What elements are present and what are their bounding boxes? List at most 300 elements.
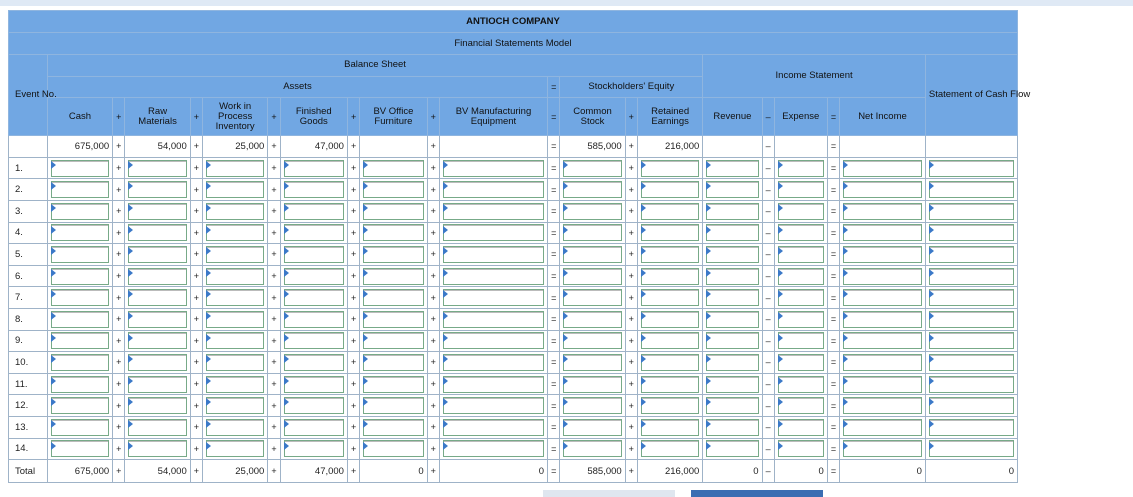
entry-ni (840, 265, 926, 287)
entry-input-bvm[interactable] (443, 376, 544, 393)
input-marker-icon (778, 334, 783, 342)
event-header: Event No. (9, 55, 48, 136)
entry-input-bvo[interactable] (363, 181, 423, 198)
entry-cash (47, 200, 112, 222)
input-marker-icon (443, 420, 448, 428)
minus-sign: – (762, 460, 774, 483)
entry-input-exp[interactable] (778, 181, 824, 198)
plus-sign: + (268, 287, 280, 309)
entry-input-re[interactable] (641, 376, 699, 393)
entry-input-bvo[interactable] (363, 397, 423, 414)
entry-input-re[interactable] (641, 203, 699, 220)
entry-input-raw[interactable] (128, 332, 186, 349)
entry-input-bvo[interactable] (363, 354, 423, 371)
entry-input-fg[interactable] (284, 203, 344, 220)
entry-fg (280, 200, 347, 222)
input-marker-icon (706, 334, 711, 342)
entry-input-fg[interactable] (284, 332, 344, 349)
total-fg: 47,000 (280, 460, 347, 483)
entry-input-wip[interactable] (206, 397, 264, 414)
entry-input-exp[interactable] (778, 376, 824, 393)
entry-input-re[interactable] (641, 354, 699, 371)
input-marker-icon (843, 355, 848, 363)
entry-input-bvm[interactable] (443, 354, 544, 371)
entry-input-bvm[interactable] (443, 224, 544, 241)
entry-input-bvm[interactable] (443, 246, 544, 263)
entry-input-wip[interactable] (206, 181, 264, 198)
input-marker-icon (843, 398, 848, 406)
entry-input-bvo[interactable] (363, 268, 423, 285)
entry-input-scf[interactable] (929, 203, 1014, 220)
entry-input-re[interactable] (641, 181, 699, 198)
entry-cash (47, 157, 112, 179)
entry-input-raw[interactable] (128, 224, 186, 241)
input-marker-icon (51, 334, 56, 342)
entry-input-cash[interactable] (51, 289, 109, 306)
entry-scf (925, 222, 1017, 244)
entry-input-fg[interactable] (284, 376, 344, 393)
entry-input-raw[interactable] (128, 268, 186, 285)
entry-input-rev[interactable] (706, 440, 758, 457)
entry-cash (47, 352, 112, 374)
entry-cs (560, 244, 625, 266)
entry-input-raw[interactable] (128, 376, 186, 393)
input-marker-icon (363, 290, 368, 298)
entry-input-re[interactable] (641, 311, 699, 328)
entry-bvo (360, 395, 427, 417)
input-marker-icon (778, 182, 783, 190)
entry-input-ni[interactable] (843, 311, 922, 328)
entry-input-rev[interactable] (706, 397, 758, 414)
entry-input-cs[interactable] (563, 246, 621, 263)
entry-input-ni[interactable] (843, 354, 922, 371)
entry-input-exp[interactable] (778, 354, 824, 371)
entry-scf (925, 395, 1017, 417)
entry-input-re[interactable] (641, 246, 699, 263)
entry-input-cs[interactable] (563, 224, 621, 241)
entry-input-cash[interactable] (51, 181, 109, 198)
entry-input-raw[interactable] (128, 440, 186, 457)
entry-input-rev[interactable] (706, 376, 758, 393)
entry-input-cash[interactable] (51, 203, 109, 220)
entry-cs (560, 395, 625, 417)
entry-input-wip[interactable] (206, 160, 264, 177)
input-marker-icon (929, 161, 934, 169)
entry-input-cs[interactable] (563, 397, 621, 414)
total-rev: 0 (703, 460, 762, 483)
entry-input-rev[interactable] (706, 203, 758, 220)
entry-input-rev[interactable] (706, 332, 758, 349)
assets-header: Assets (47, 76, 547, 98)
entry-input-scf[interactable] (929, 311, 1014, 328)
entry-input-rev[interactable] (706, 419, 758, 436)
entry-ni (840, 416, 926, 438)
entry-input-cash[interactable] (51, 354, 109, 371)
entry-input-exp[interactable] (778, 160, 824, 177)
entry-input-wip[interactable] (206, 419, 264, 436)
entry-input-re[interactable] (641, 397, 699, 414)
entry-input-cs[interactable] (563, 440, 621, 457)
entry-input-raw[interactable] (128, 289, 186, 306)
total-scf: 0 (925, 460, 1017, 483)
plus-sign: + (625, 136, 637, 158)
entry-input-rev[interactable] (706, 289, 758, 306)
entry-input-wip[interactable] (206, 224, 264, 241)
entry-input-exp[interactable] (778, 203, 824, 220)
entry-input-ni[interactable] (843, 268, 922, 285)
entry-input-cs[interactable] (563, 160, 621, 177)
entry-fg (280, 395, 347, 417)
input-marker-icon (641, 398, 646, 406)
entry-input-fg[interactable] (284, 440, 344, 457)
entry-input-scf[interactable] (929, 181, 1014, 198)
entry-input-cash[interactable] (51, 246, 109, 263)
entry-input-scf[interactable] (929, 160, 1014, 177)
plus-sign: + (190, 136, 202, 158)
opening-bvm (439, 136, 547, 158)
event-number: 10. (9, 352, 48, 374)
equals-sign: = (548, 136, 560, 158)
entry-input-rev[interactable] (706, 268, 758, 285)
minus-sign: – (762, 222, 774, 244)
next-button[interactable] (691, 490, 823, 497)
entry-input-scf[interactable] (929, 419, 1014, 436)
entry-input-scf[interactable] (929, 397, 1014, 414)
entry-scf (925, 200, 1017, 222)
entry-input-cash[interactable] (51, 224, 109, 241)
entry-input-rev[interactable] (706, 224, 758, 241)
entry-input-exp[interactable] (778, 419, 824, 436)
entry-input-wip[interactable] (206, 332, 264, 349)
plus-sign: + (347, 98, 359, 136)
entry-input-ni[interactable] (843, 203, 922, 220)
entry-input-exp[interactable] (778, 289, 824, 306)
entry-input-bvm[interactable] (443, 440, 544, 457)
entry-input-cash[interactable] (51, 440, 109, 457)
entry-input-cash[interactable] (51, 268, 109, 285)
total-label: Total (9, 460, 48, 483)
entry-exp (774, 438, 827, 460)
entry-input-ni[interactable] (843, 224, 922, 241)
entry-input-cs[interactable] (563, 268, 621, 285)
entry-input-exp[interactable] (778, 311, 824, 328)
entry-input-bvo[interactable] (363, 224, 423, 241)
plus-sign: + (268, 157, 280, 179)
entry-input-re[interactable] (641, 268, 699, 285)
entry-input-raw[interactable] (128, 419, 186, 436)
entry-input-scf[interactable] (929, 440, 1014, 457)
entry-ni (840, 330, 926, 352)
entry-input-wip[interactable] (206, 289, 264, 306)
input-marker-icon (706, 269, 711, 277)
total-bvo: 0 (360, 460, 427, 483)
plus-sign: + (268, 438, 280, 460)
event-opening (9, 136, 48, 158)
entry-input-scf[interactable] (929, 289, 1014, 306)
input-marker-icon (706, 312, 711, 320)
input-marker-icon (128, 420, 133, 428)
entry-input-cash[interactable] (51, 332, 109, 349)
entry-input-scf[interactable] (929, 268, 1014, 285)
entry-bvm (439, 287, 547, 309)
entry-input-cash[interactable] (51, 160, 109, 177)
entry-input-rev[interactable] (706, 354, 758, 371)
input-marker-icon (206, 334, 211, 342)
entry-input-fg[interactable] (284, 311, 344, 328)
entry-input-raw[interactable] (128, 397, 186, 414)
entry-cs (560, 222, 625, 244)
input-marker-icon (929, 334, 934, 342)
entry-input-bvo[interactable] (363, 332, 423, 349)
input-marker-icon (778, 226, 783, 234)
entry-input-wip[interactable] (206, 440, 264, 457)
entry-cs (560, 352, 625, 374)
entry-fg (280, 222, 347, 244)
entry-input-fg[interactable] (284, 181, 344, 198)
plus-sign: + (113, 200, 125, 222)
entry-input-raw[interactable] (128, 160, 186, 177)
plus-sign: + (113, 330, 125, 352)
entry-ni (840, 438, 926, 460)
input-marker-icon (284, 355, 289, 363)
plus-sign: + (427, 287, 439, 309)
entry-input-bvm[interactable] (443, 268, 544, 285)
entry-input-wip[interactable] (206, 203, 264, 220)
col-expense: Expense (774, 98, 827, 136)
entry-input-cs[interactable] (563, 311, 621, 328)
entry-input-wip[interactable] (206, 311, 264, 328)
minus-sign: – (762, 373, 774, 395)
entry-input-raw[interactable] (128, 181, 186, 198)
input-marker-icon (363, 377, 368, 385)
plus-sign: + (113, 416, 125, 438)
entry-wip (202, 352, 267, 374)
entry-re (637, 200, 702, 222)
plus-sign: + (113, 265, 125, 287)
entry-cs (560, 330, 625, 352)
plus-sign: + (625, 395, 637, 417)
opening-exp (774, 136, 827, 158)
entry-input-ni[interactable] (843, 246, 922, 263)
entry-input-cs[interactable] (563, 376, 621, 393)
entry-input-re[interactable] (641, 332, 699, 349)
entry-input-wip[interactable] (206, 354, 264, 371)
equals-sign: = (548, 98, 560, 136)
entry-input-raw[interactable] (128, 354, 186, 371)
input-marker-icon (443, 398, 448, 406)
entry-re (637, 179, 702, 201)
entry-input-bvm[interactable] (443, 419, 544, 436)
entry-input-raw[interactable] (128, 203, 186, 220)
equals-sign: = (827, 352, 839, 374)
entry-input-bvm[interactable] (443, 203, 544, 220)
input-marker-icon (563, 377, 568, 385)
entry-input-scf[interactable] (929, 332, 1014, 349)
entry-input-bvo[interactable] (363, 311, 423, 328)
entry-input-exp[interactable] (778, 268, 824, 285)
entry-input-exp[interactable] (778, 440, 824, 457)
entry-cs (560, 416, 625, 438)
input-marker-icon (778, 355, 783, 363)
equals-sign: = (827, 136, 839, 158)
entry-input-fg[interactable] (284, 268, 344, 285)
entry-input-scf[interactable] (929, 246, 1014, 263)
entry-input-fg[interactable] (284, 224, 344, 241)
entry-input-fg[interactable] (284, 289, 344, 306)
entry-input-fg[interactable] (284, 160, 344, 177)
input-marker-icon (206, 204, 211, 212)
entry-input-bvo[interactable] (363, 203, 423, 220)
previous-button[interactable] (543, 490, 675, 497)
input-marker-icon (641, 182, 646, 190)
entry-input-cs[interactable] (563, 354, 621, 371)
entry-exp (774, 395, 827, 417)
entry-input-cash[interactable] (51, 419, 109, 436)
entry-cs (560, 200, 625, 222)
input-marker-icon (284, 312, 289, 320)
plus-sign: + (347, 179, 359, 201)
entry-input-bvm[interactable] (443, 289, 544, 306)
entry-input-exp[interactable] (778, 246, 824, 263)
entry-input-bvm[interactable] (443, 332, 544, 349)
entry-input-wip[interactable] (206, 268, 264, 285)
input-marker-icon (363, 182, 368, 190)
entry-input-fg[interactable] (284, 354, 344, 371)
entry-input-re[interactable] (641, 160, 699, 177)
entry-input-bvm[interactable] (443, 181, 544, 198)
entry-input-rev[interactable] (706, 311, 758, 328)
plus-sign: + (427, 222, 439, 244)
input-marker-icon (128, 290, 133, 298)
entry-raw (125, 373, 190, 395)
minus-sign: – (762, 352, 774, 374)
entry-input-ni[interactable] (843, 440, 922, 457)
plus-sign: + (427, 157, 439, 179)
entry-raw (125, 265, 190, 287)
entry-input-wip[interactable] (206, 246, 264, 263)
input-marker-icon (641, 247, 646, 255)
entry-input-fg[interactable] (284, 246, 344, 263)
input-marker-icon (929, 312, 934, 320)
entry-raw (125, 200, 190, 222)
entry-cs (560, 373, 625, 395)
entry-input-ni[interactable] (843, 376, 922, 393)
event-number: 5. (9, 244, 48, 266)
entry-input-rev[interactable] (706, 181, 758, 198)
plus-sign: + (625, 352, 637, 374)
minus-sign: – (762, 395, 774, 417)
entry-input-re[interactable] (641, 289, 699, 306)
entry-input-wip[interactable] (206, 376, 264, 393)
entry-input-bvo[interactable] (363, 419, 423, 436)
entry-input-cs[interactable] (563, 181, 621, 198)
entry-input-fg[interactable] (284, 419, 344, 436)
entry-input-cash[interactable] (51, 376, 109, 393)
input-marker-icon (563, 442, 568, 450)
entry-input-exp[interactable] (778, 397, 824, 414)
event-number: 11. (9, 373, 48, 395)
entry-input-scf[interactable] (929, 376, 1014, 393)
entry-input-ni[interactable] (843, 419, 922, 436)
input-marker-icon (843, 182, 848, 190)
entry-input-raw[interactable] (128, 246, 186, 263)
input-marker-icon (706, 182, 711, 190)
entry-input-ni[interactable] (843, 332, 922, 349)
entry-input-exp[interactable] (778, 224, 824, 241)
opening-ni (840, 136, 926, 158)
entry-rev (703, 179, 762, 201)
entry-input-bvm[interactable] (443, 311, 544, 328)
input-marker-icon (929, 355, 934, 363)
input-marker-icon (778, 290, 783, 298)
entry-ni (840, 308, 926, 330)
entry-input-ni[interactable] (843, 160, 922, 177)
plus-sign: + (347, 136, 359, 158)
entry-rev (703, 287, 762, 309)
col-cash: Cash (47, 98, 112, 136)
entry-input-ni[interactable] (843, 181, 922, 198)
entry-cs (560, 308, 625, 330)
statements-table (8, 10, 1031, 483)
entry-input-exp[interactable] (778, 332, 824, 349)
entry-input-bvo[interactable] (363, 440, 423, 457)
entry-input-ni[interactable] (843, 289, 922, 306)
entry-input-raw[interactable] (128, 311, 186, 328)
input-marker-icon (128, 442, 133, 450)
entry-input-cs[interactable] (563, 289, 621, 306)
entry-ni (840, 200, 926, 222)
entry-input-cs[interactable] (563, 203, 621, 220)
plus-sign: + (113, 244, 125, 266)
entry-input-rev[interactable] (706, 160, 758, 177)
entry-input-re[interactable] (641, 440, 699, 457)
equals-sign: = (548, 460, 560, 483)
plus-sign: + (625, 416, 637, 438)
entry-bvo (360, 157, 427, 179)
entry-cs (560, 179, 625, 201)
input-marker-icon (51, 398, 56, 406)
entry-input-cash[interactable] (51, 311, 109, 328)
entry-bvm (439, 265, 547, 287)
entry-input-ni[interactable] (843, 397, 922, 414)
entry-scf (925, 287, 1017, 309)
entry-input-cash[interactable] (51, 397, 109, 414)
input-marker-icon (778, 420, 783, 428)
entry-input-bvo[interactable] (363, 289, 423, 306)
entry-input-scf[interactable] (929, 354, 1014, 371)
opening-fg: 47,000 (280, 136, 347, 158)
entry-input-bvm[interactable] (443, 397, 544, 414)
entry-input-cs[interactable] (563, 332, 621, 349)
entry-input-bvo[interactable] (363, 160, 423, 177)
equals-sign: = (548, 438, 560, 460)
entry-input-scf[interactable] (929, 224, 1014, 241)
entry-input-fg[interactable] (284, 397, 344, 414)
entry-input-cs[interactable] (563, 419, 621, 436)
entry-input-re[interactable] (641, 419, 699, 436)
input-marker-icon (778, 204, 783, 212)
entry-input-bvm[interactable] (443, 160, 544, 177)
input-marker-icon (443, 312, 448, 320)
entry-input-bvo[interactable] (363, 246, 423, 263)
entry-exp (774, 244, 827, 266)
input-marker-icon (563, 247, 568, 255)
entry-input-bvo[interactable] (363, 376, 423, 393)
plus-sign: + (268, 330, 280, 352)
input-marker-icon (563, 161, 568, 169)
entry-input-rev[interactable] (706, 246, 758, 263)
entry-input-re[interactable] (641, 224, 699, 241)
